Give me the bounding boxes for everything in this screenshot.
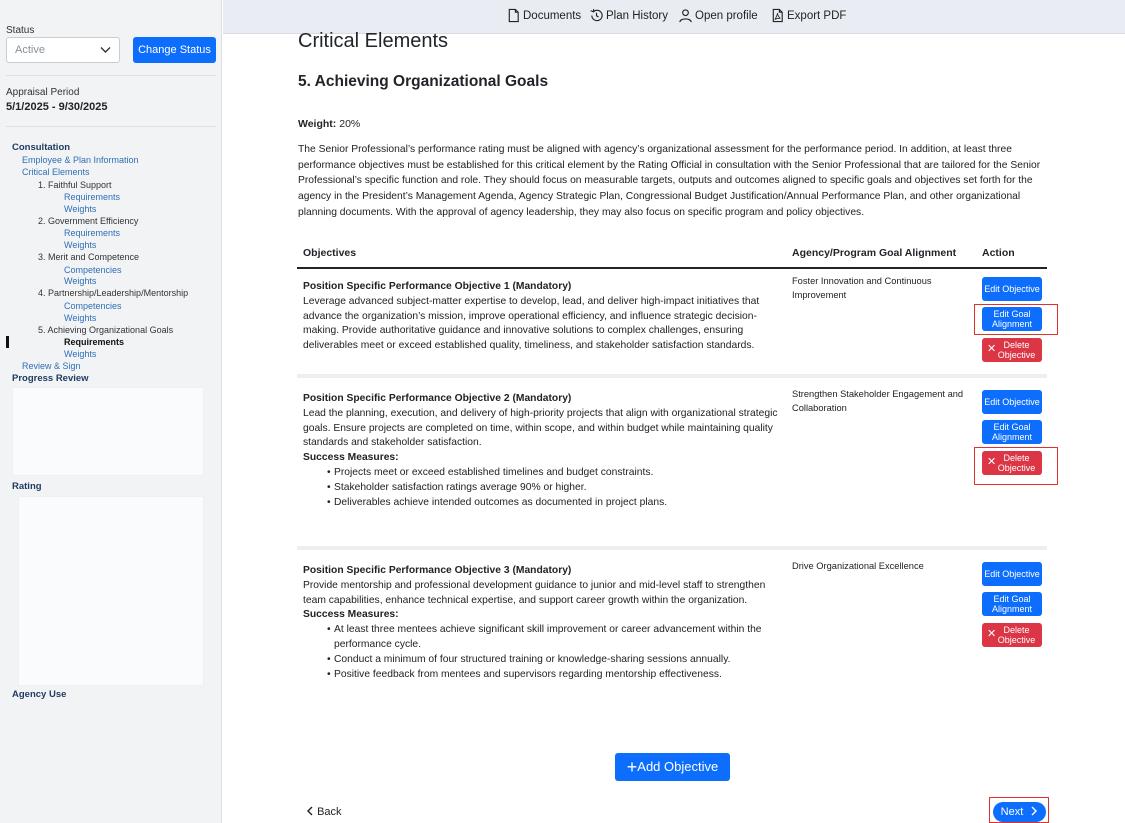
highlight-box bbox=[974, 447, 1058, 485]
add-objective-label: Add Objective bbox=[637, 758, 719, 774]
history-icon bbox=[589, 8, 604, 23]
open-profile-label: Open profile bbox=[695, 9, 758, 22]
chevron-left-icon bbox=[306, 806, 314, 816]
status-select[interactable] bbox=[6, 37, 120, 63]
redacted-panel bbox=[18, 496, 204, 686]
edit-goal-alignment-button[interactable]: Edit Goal Alignment bbox=[982, 307, 1042, 331]
add-objective-button[interactable] bbox=[615, 753, 730, 781]
nav-item-ce1[interactable]: 1. Faithful Support bbox=[38, 180, 112, 190]
success-measures-list bbox=[303, 623, 783, 682]
edit-objective-button[interactable]: Edit Objective bbox=[982, 390, 1042, 414]
delete-objective-label: Delete Objective bbox=[997, 340, 1036, 360]
table-row bbox=[303, 564, 783, 682]
table-row bbox=[303, 392, 783, 510]
objective-body: Leverage advanced subject-matter expertise to develop, lead, and deliver high-impact initiatives that advance the organization’s mission, improve operational efficiency, and influence strategic decision-making. Provide authoritative guidance and innovative solutions to complex challenges, ensuring deliverables meet or exceed established quality, timeliness, and stakeholder satisfaction standards. bbox=[303, 295, 760, 352]
appraisal-period-label: Appraisal Period bbox=[6, 87, 80, 98]
success-measures-label: Success Measures: bbox=[303, 609, 399, 621]
highlight-box bbox=[989, 797, 1049, 823]
weight bbox=[298, 118, 360, 130]
chevron-down-icon bbox=[100, 46, 111, 54]
list-item: • Conduct a minimum of four structured training or knowledge-sharing sessions annually. bbox=[334, 653, 783, 668]
objective-body: Provide mentorship and professional development guidance to junior and mid-level staff to strengthen team capabilities, enhance technical expertise, and support career growth within the organization. bbox=[303, 579, 766, 606]
delete-objective-label: Delete Objective bbox=[997, 625, 1036, 645]
delete-objective-button[interactable] bbox=[982, 623, 1042, 647]
nav-item-ce3-weights[interactable]: Weights bbox=[64, 276, 97, 286]
appraisal-period-value: 5/1/2025 - 9/30/2025 bbox=[6, 101, 108, 113]
plan-history-label: Plan History bbox=[606, 9, 668, 22]
objective-title: Position Specific Performance Objective 1 (Mandatory) bbox=[303, 281, 572, 292]
delete-objective-label: Delete Objective bbox=[997, 453, 1036, 473]
delete-objective-button[interactable] bbox=[982, 338, 1042, 362]
table-header-rule bbox=[297, 267, 1047, 269]
export-pdf-label: Export PDF bbox=[787, 9, 847, 22]
pdf-file-icon bbox=[770, 8, 785, 23]
nav-item-ce5-weights[interactable]: Weights bbox=[64, 349, 97, 359]
edit-goal-alignment-button[interactable]: Edit Goal Alignment bbox=[982, 592, 1042, 616]
nav-section-progress-review[interactable]: Progress Review bbox=[12, 373, 89, 384]
nav-section-consultation[interactable]: Consultation bbox=[12, 142, 71, 153]
objective-body: Lead the planning, execution, and delivery of high-priority projects that align with organizational strategic goals. Ensure projects are completed on time, within scope, and within budget while maintaining quality standards and stakeholder satisfaction. bbox=[303, 407, 778, 449]
edit-objective-button[interactable]: Edit Objective bbox=[982, 562, 1042, 586]
nav-item-ce4[interactable]: 4. Partnership/Leadership/Mentorship bbox=[38, 288, 189, 298]
row-divider bbox=[297, 374, 1047, 378]
main-content bbox=[223, 30, 1125, 823]
documents-button[interactable] bbox=[506, 8, 581, 23]
nav-item-ce4-competencies[interactable]: Competencies bbox=[64, 301, 122, 311]
top-toolbar bbox=[223, 0, 1125, 34]
redacted-panel bbox=[12, 387, 204, 476]
divider bbox=[6, 75, 216, 76]
close-icon: ✕ bbox=[987, 343, 997, 355]
nav-section-agency-use[interactable]: Agency Use bbox=[12, 689, 67, 700]
nav-item-ce2-weights[interactable]: Weights bbox=[64, 240, 97, 250]
nav-item-ce5-requirements[interactable]: Requirements bbox=[64, 337, 125, 347]
list-item: • Projects meet or exceed established timelines and budget constraints. bbox=[334, 466, 783, 481]
row-divider bbox=[297, 546, 1047, 550]
export-pdf-button[interactable] bbox=[770, 8, 846, 23]
nav-section-rating[interactable]: Rating bbox=[12, 481, 42, 492]
edit-objective-button[interactable]: Edit Objective bbox=[982, 277, 1042, 301]
list-item: • Stakeholder satisfaction ratings average 90% or higher. bbox=[334, 481, 783, 496]
list-item: • Deliverables achieve intended outcomes as documented in project plans. bbox=[334, 496, 783, 511]
open-profile-button[interactable] bbox=[678, 8, 758, 23]
nav-item-ce5[interactable]: 5. Achieving Organizational Goals bbox=[38, 325, 174, 335]
success-measures-label: Success Measures: bbox=[303, 452, 399, 464]
element-description: The Senior Professional’s performance rating must be aligned with agency’s organizational assessment for the performance period. In addition, at least three performance objectives must be established for this critical element by the Rating Official in consultation with the Senior Professional that are tailored for the Senior Professional’s specific function and role. They should focus on measurable targets, outputs and outcomes aligned to specific goals and objectives set forth for the agency in the President’s Management Agenda, Agency Strategic Plan, Congressional Budget Justification/Annual Performance Plan, and other organizational planning documents. With the approval of agency leadership, they may also focus on specific program and policy objectives. bbox=[298, 144, 1041, 218]
goal-alignment: Strengthen Stakeholder Engagement and Collaboration bbox=[792, 389, 964, 413]
col-header-objectives: Objectives bbox=[303, 247, 357, 259]
nav-item-ce4-weights[interactable]: Weights bbox=[64, 313, 97, 323]
table-row bbox=[303, 280, 783, 354]
nav-item-ce3[interactable]: 3. Merit and Competence bbox=[38, 252, 140, 262]
nav-item-review-sign[interactable]: Review & Sign bbox=[22, 361, 81, 371]
nav-item-ce3-competencies[interactable]: Competencies bbox=[64, 265, 122, 275]
documents-label: Documents bbox=[523, 9, 582, 22]
sidebar bbox=[0, 0, 222, 823]
highlight-box bbox=[974, 304, 1058, 335]
divider bbox=[6, 126, 216, 127]
list-item: • At least three mentees achieve significant skill improvement or career advancement within the performance cycle. bbox=[334, 623, 783, 653]
weight-label: Weight: bbox=[298, 118, 337, 130]
back-label: Back bbox=[317, 806, 342, 818]
plus-icon: + bbox=[626, 756, 638, 777]
nav-item-employee-plan-info[interactable]: Employee & Plan Information bbox=[22, 155, 139, 165]
next-label: Next bbox=[1000, 806, 1024, 818]
nav-item-critical-elements[interactable]: Critical Elements bbox=[22, 167, 90, 177]
nav-item-ce1-requirements[interactable]: Requirements bbox=[64, 192, 121, 202]
objective-title: Position Specific Performance Objective 2 (Mandatory) bbox=[303, 393, 572, 404]
status-select-value: Active bbox=[15, 44, 45, 56]
list-item: • Positive feedback from mentees and supervisors regarding mentorship effectiveness. bbox=[334, 668, 783, 683]
document-icon bbox=[506, 8, 521, 23]
close-icon: ✕ bbox=[987, 456, 997, 468]
col-header-alignment: Agency/Program Goal Alignment bbox=[792, 247, 957, 259]
goal-alignment: Drive Organizational Excellence bbox=[792, 561, 924, 571]
user-icon bbox=[678, 8, 693, 23]
nav-item-ce2-requirements[interactable]: Requirements bbox=[64, 228, 121, 238]
objective-title: Position Specific Performance Objective 3 (Mandatory) bbox=[303, 565, 572, 576]
status-label: Status bbox=[6, 25, 35, 36]
plan-history-button[interactable] bbox=[589, 8, 668, 23]
active-nav-marker bbox=[6, 336, 9, 348]
nav-item-ce2[interactable]: 2. Government Efficiency bbox=[38, 216, 139, 226]
nav-item-ce1-weights[interactable]: Weights bbox=[64, 204, 97, 214]
page-title: Critical Elements bbox=[298, 30, 449, 52]
critical-element-title: 5. Achieving Organizational Goals bbox=[298, 73, 549, 90]
change-status-button[interactable]: Change Status bbox=[133, 37, 216, 63]
col-header-action: Action bbox=[982, 247, 1015, 259]
edit-goal-alignment-button[interactable]: Edit Goal Alignment bbox=[982, 420, 1042, 444]
goal-alignment: Foster Innovation and Continuous Improvement bbox=[792, 276, 932, 300]
weight-value: 20% bbox=[339, 118, 361, 130]
close-icon: ✕ bbox=[987, 628, 997, 640]
back-button[interactable] bbox=[306, 806, 342, 818]
success-measures-list bbox=[303, 466, 783, 510]
